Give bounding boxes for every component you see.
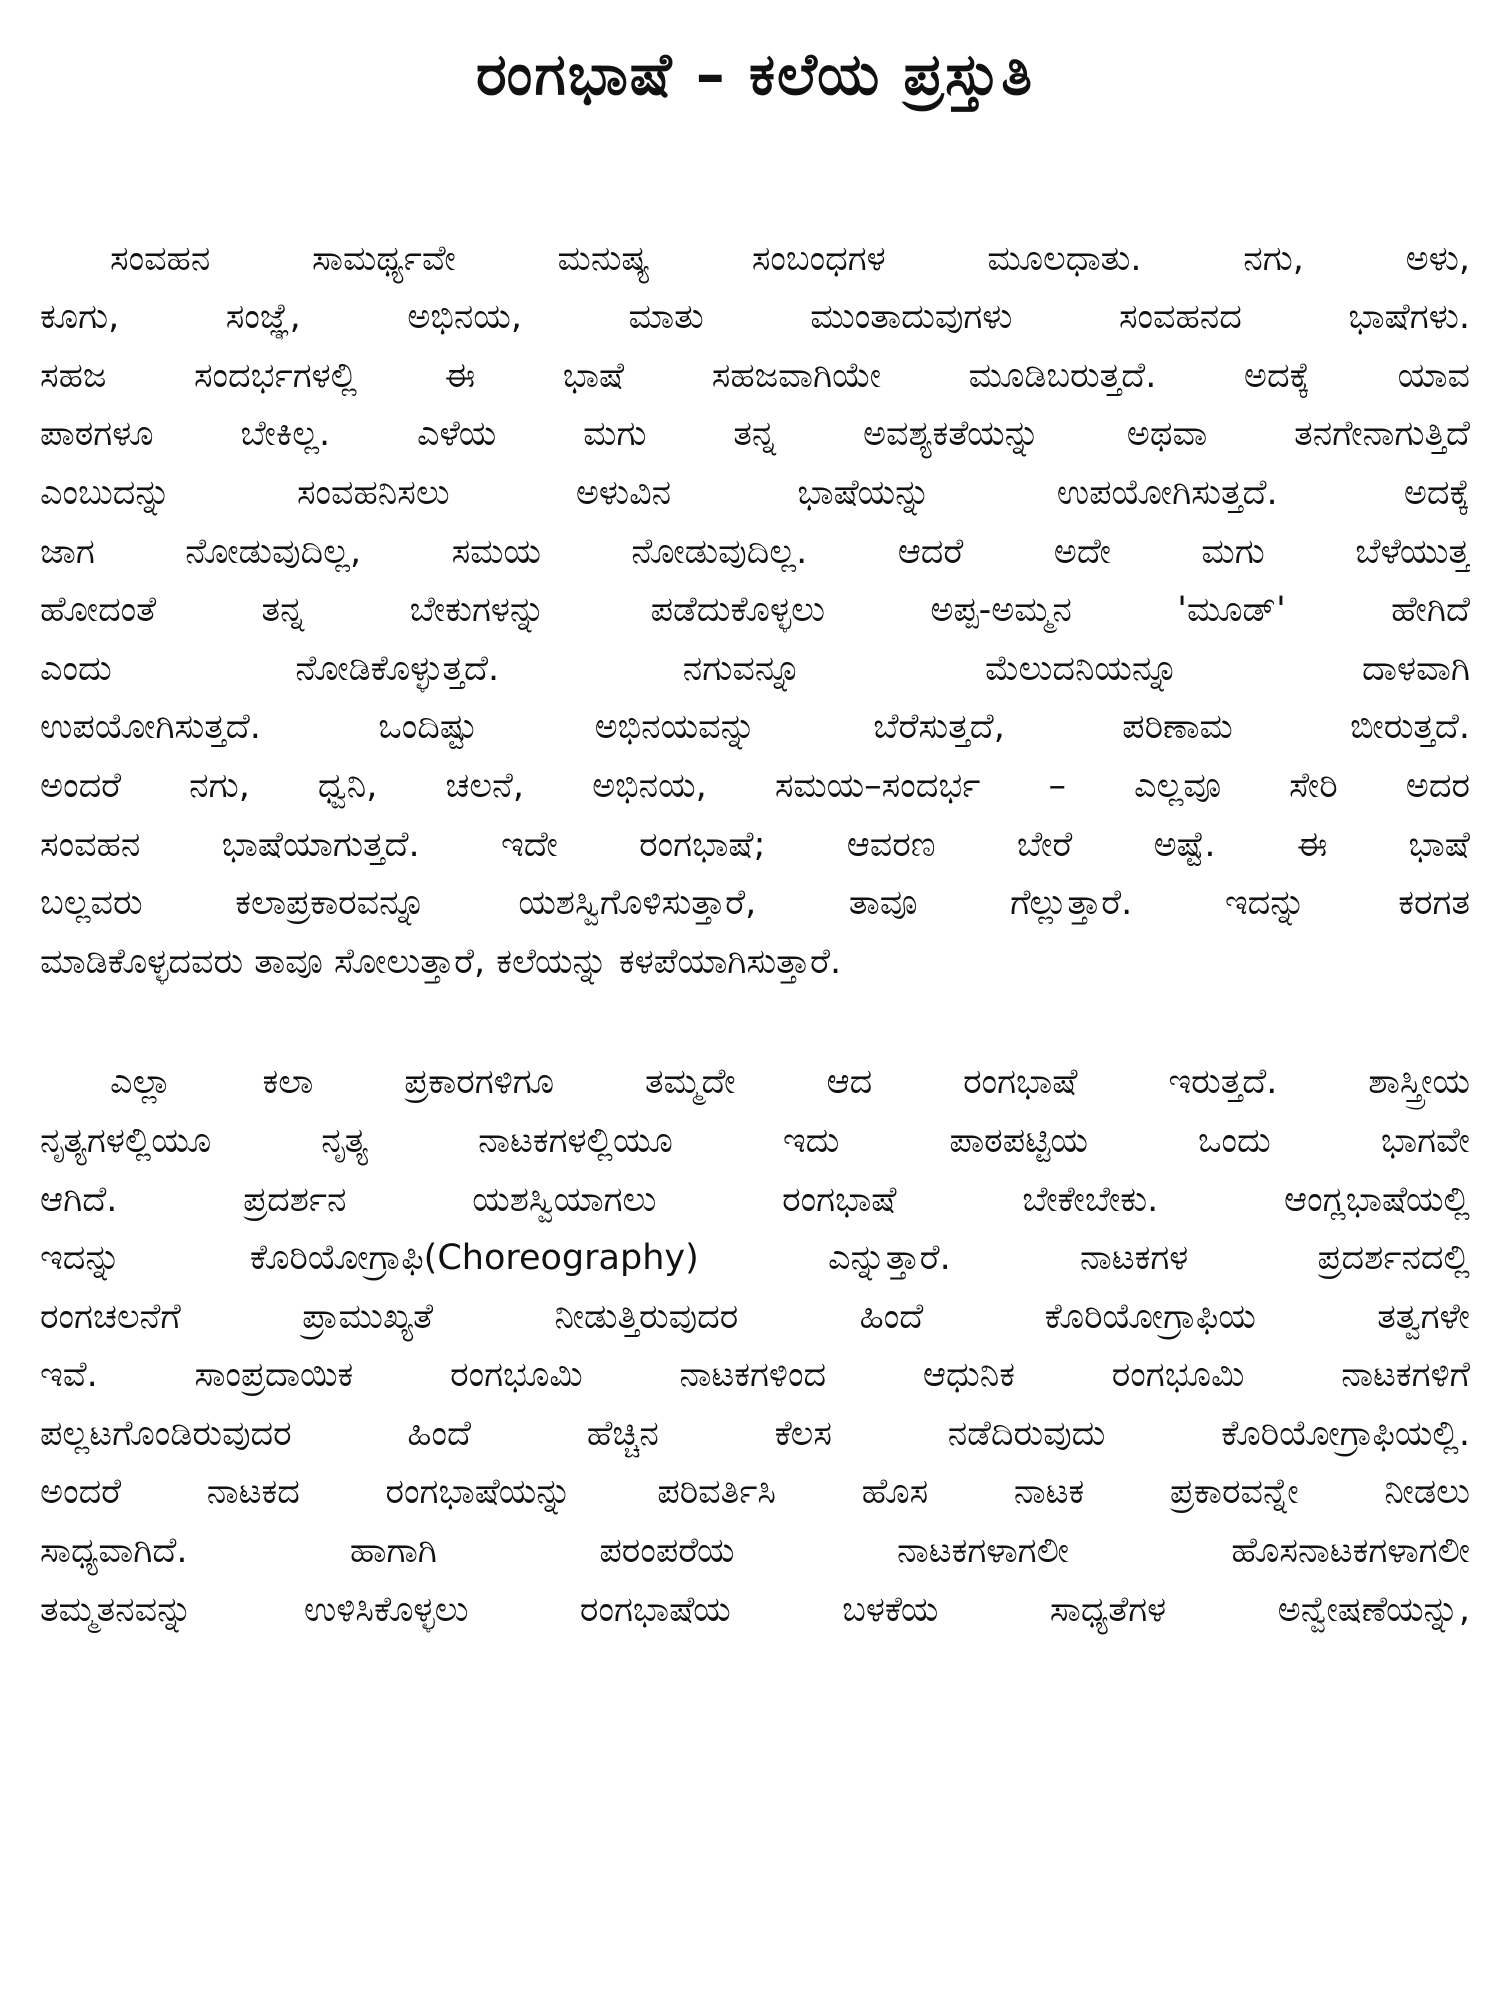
- text-line: ಸಾಧ್ಯವಾಗಿದೆ. ಹಾಗಾಗಿ ಪರಂಪರೆಯ ನಾಟಕಗಳಾಗಲೀ ಹೊಸನಾಟಕಗಳಾಗಲೀ: [40, 1531, 1470, 1572]
- paragraph-2: [40, 1053, 1470, 1639]
- text-line: ಅಂದರೆ ನಗು, ಧ್ವನಿ, ಚಲನೆ, ಅಭಿನಯ, ಸಮಯ–ಸಂದರ್ಭ – ಎಲ್ಲವೂ ಸೇರಿ ಅದರ: [40, 765, 1470, 806]
- text-line: ಅಂದರೆ ನಾಟಕದ ರಂಗಭಾಷೆಯನ್ನು ಪರಿವರ್ತಿಸಿ ಹೊಸ ನಾಟಕ ಪ್ರಕಾರವನ್ನೇ ನೀಡಲು: [40, 1472, 1470, 1513]
- text-line: ರಂಗಚಲನೆಗೆ ಪ್ರಾಮುಖ್ಯತೆ ನೀಡುತ್ತಿರುವುದರ ಹಿಂದೆ ಕೊರಿಯೋಗ್ರಾಫಿಯ ತತ್ವಗಳೇ: [40, 1296, 1470, 1337]
- text-line: ಇವೆ. ಸಾಂಪ್ರದಾಯಿಕ ರಂಗಭೂಮಿ ನಾಟಕಗಳಿಂದ ಆಧುನಿಕ ರಂಗಭೂಮಿ ನಾಟಕಗಳಿಗೆ: [40, 1355, 1470, 1396]
- text-line: ಜಾಗ ನೋಡುವುದಿಲ್ಲ, ಸಮಯ ನೋಡುವುದಿಲ್ಲ. ಆದರೆ ಅದೇ ಮಗು ಬೆಳೆಯುತ್ತ: [40, 531, 1470, 572]
- text-line: ಹೋದಂತೆ ತನ್ನ ಬೇಕುಗಳನ್ನು ಪಡೆದುಕೊಳ್ಳಲು ಅಪ್ಪ-ಅಮ್ಮನ 'ಮೂಡ್' ಹೇಗಿದೆ: [40, 590, 1470, 631]
- text-line: ಬಲ್ಲವರು ಕಲಾಪ್ರಕಾರವನ್ನೂ ಯಶಸ್ವಿಗೊಳಿಸುತ್ತಾರೆ, ತಾವೂ ಗೆಲ್ಲುತ್ತಾರೆ. ಇದನ್ನು ಕರಗತ: [40, 883, 1470, 924]
- text-line: ಪಲ್ಲಟಗೊಂಡಿರುವುದರ ಹಿಂದೆ ಹೆಚ್ಚಿನ ಕೆಲಸ ನಡೆದಿರುವುದು ಕೊರಿಯೋಗ್ರಾಫಿಯಲ್ಲಿ.: [40, 1413, 1470, 1454]
- text-line: ಎಲ್ಲಾ ಕಲಾ ಪ್ರಕಾರಗಳಿಗೂ ತಮ್ಮದೇ ಆದ ರಂಗಭಾಷೆ ಇರುತ್ತದೆ. ಶಾಸ್ತ್ರೀಯ: [110, 1062, 1470, 1103]
- text-line: ಉಪಯೋಗಿಸುತ್ತದೆ. ಒಂದಿಷ್ಟು ಅಭಿನಯವನ್ನು ಬೆರೆಸುತ್ತದೆ, ಪರಿಣಾಮ ಬೀರುತ್ತದೆ.: [40, 707, 1470, 748]
- paragraph-1: [40, 230, 1470, 992]
- text-line: ಮಾಡಿಕೊಳ್ಳದವರು ತಾವೂ ಸೋಲುತ್ತಾರೆ, ಕಲೆಯನ್ನು ಕಳಪೆಯಾಗಿಸುತ್ತಾರೆ.: [40, 941, 842, 982]
- text-line: ಸಂವಹನ ಸಾಮರ್ಥ್ಯವೇ ಮನುಷ್ಯ ಸಂಬಂಧಗಳ ಮೂಲಧಾತು. ನಗು, ಅಳು,: [110, 238, 1470, 279]
- text-line: ಪಾಠಗಳೂ ಬೇಕಿಲ್ಲ. ಎಳೆಯ ಮಗು ತನ್ನ ಅವಶ್ಯಕತೆಯನ್ನು ಅಥವಾ ತನಗೇನಾಗುತ್ತಿದೆ: [40, 414, 1470, 455]
- text-line: ತಮ್ಮತನವನ್ನು ಉಳಿಸಿಕೊಳ್ಳಲು ರಂಗಭಾಷೆಯ ಬಳಕೆಯ ಸಾಧ್ಯತೆಗಳ ಅನ್ವೇಷಣೆಯನ್ನು,: [40, 1589, 1470, 1630]
- text-line: ಆಗಿದೆ. ಪ್ರದರ್ಶನ ಯಶಸ್ವಿಯಾಗಲು ರಂಗಭಾಷೆ ಬೇಕೇಬೇಕು. ಆಂಗ್ಲಭಾಷೆಯಲ್ಲಿ: [40, 1179, 1470, 1220]
- text-line: ಸಹಜ ಸಂದರ್ಭಗಳಲ್ಲಿ ಈ ಭಾಷೆ ಸಹಜವಾಗಿಯೇ ಮೂಡಿಬರುತ್ತದೆ. ಅದಕ್ಕೆ ಯಾವ: [40, 355, 1470, 396]
- text-line: ನೃತ್ಯಗಳಲ್ಲಿಯೂ ನೃತ್ಯ ನಾಟಕಗಳಲ್ಲಿಯೂ ಇದು ಪಾಠಪಟ್ಟಿಯ ಒಂದು ಭಾಗವೇ: [40, 1120, 1470, 1161]
- text-line: ಎಂಬುದನ್ನು ಸಂವಹನಿಸಲು ಅಳುವಿನ ಭಾಷೆಯನ್ನು ಉಪಯೋಗಿಸುತ್ತದೆ. ಅದಕ್ಕೆ: [40, 472, 1470, 513]
- text-line: ಎಂದು ನೋಡಿಕೊಳ್ಳುತ್ತದೆ. ನಗುವನ್ನೂ ಮೆಲುದನಿಯನ್ನೂ ದಾಳವಾಗಿ: [40, 648, 1470, 689]
- text-line: ಸಂವಹನ ಭಾಷೆಯಾಗುತ್ತದೆ. ಇದೇ ರಂಗಭಾಷೆ; ಆವರಣ ಬೇರೆ ಅಷ್ಟೆ. ಈ ಭಾಷೆ: [40, 824, 1470, 865]
- text-line: ಕೂಗು, ಸಂಜ್ಞೆ, ಅಭಿನಯ, ಮಾತು ಮುಂತಾದುವುಗಳು ಸಂವಹನದ ಭಾಷೆಗಳು.: [40, 297, 1470, 338]
- text-line: ಇದನ್ನು ಕೊರಿಯೋಗ್ರಾಫಿ(Choreography) ಎನ್ನುತ್ತಾರೆ. ನಾಟಕಗಳ ಪ್ರದರ್ಶನದಲ್ಲಿ: [40, 1238, 1470, 1279]
- page-title: ರಂಗಭಾಷೆ – ಕಲೆಯ ಪ್ರಸ್ತುತಿ: [475, 40, 1035, 108]
